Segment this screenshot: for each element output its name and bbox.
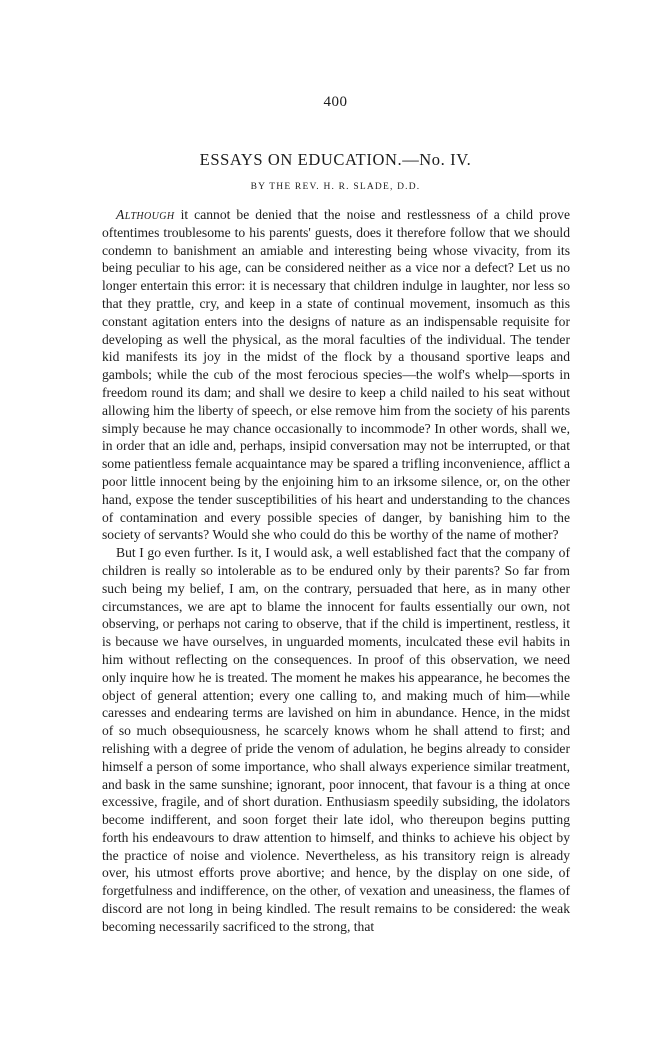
page-number: 400 [323,94,348,110]
essay-title: ESSAYS ON EDUCATION.—No. IV. [199,150,472,169]
article-body [102,206,570,936]
paragraph-2: But I go even further. Is it, I would ask, a well established fact that the company of children is really so intolerable as to be endured only by their parents? So far from such being my belief, I am, on the contrary, persuaded that here, as in many other circumstances, we are apt to blame the innocent for faults essentially our own, not observing, or perhaps not caring to observe, that if the child is impertinent, restless, it is because we have ourselves, in unguarded moments, inculcated these evil habits in him without reflecting on the consequences. In proof of this observation, we need only inquire how he is treated. The moment he makes his appearance, he becomes the object of general attention; every one calling to, and making much of him—while caresses and endearing terms are lavished on him in abundance. Hence, in the midst of so much obsequiousness, he scarcely knows whom he shall attend to first; and relishing with a degree of pride the venom of adulation, he begins already to consider himself a person of some importance, who shall always experience similar treatment, and bask in the same sunshine; ignorant, poor innocent, that favour is a thing at once excessive, fragile, and of short duration. Enthusiasm speedily subsiding, the idolators become indifferent, and soon forget their late idol, who thereupon begins putting forth his endeavours to draw attention to himself, and thinks to achieve his object by the practice of noise and violence. Nevertheless, as his transitory reign is already over, his utmost efforts prove abortive; and hence, by the display on one side, of forgetfulness and indifference, on the other, of vexation and uneasiness, the flames of discord are not long in being kindled. The result remains to be considered: the weak becoming necessarily sacrificed to the strong, that [102,545,570,934]
paragraph-1-text: it cannot be denied that the noise and restlessness of a child prove oftentimes troublesome to his parents' guests, does it therefore follow that we should condemn to banishment an amiable and interesting being whose vivacity, from its being peculiar to his age, can be considered neither as a vice nor a defect? Let us no longer entertain this error: it is necessary that children indulge in laughter, nor less so that they prattle, cry, and keep in a state of continual movement, insomuch as this constant agitation enters into the designs of nature as an indispensable requisite for developing as well the physical, as the moral faculties of the individual. The tender kid manifests its joy in the midst of the flock by a thousand sportive leaps and gambols; while the cub of the most ferocious species—the wolf's whelp—sports in freedom round its dam; and shall we desire to keep a child nailed to his seat without allowing him the liberty of speech, or else remove him from the society of his parents simply because he may chance occasionally to incommode? In other words, shall we, in order that an idle and, perhaps, insipid conversation may not be interrupted, or that some patientless female acquaintance may be spared a trifling inconvenience, afflict a poor little innocent being by the enjoining him to an irksome silence, or, on the other hand, expose the tender susceptibilities of his heart and understanding to the chances of contamination and every possible species of danger, by banishing him to the society of servants? Would she who could do this be worthy of the name of mother? [102,207,570,543]
paragraph-1 [102,206,570,544]
opening-word: Although [116,207,175,222]
author-byline: BY THE REV. H. R. SLADE, D.D. [250,182,421,192]
